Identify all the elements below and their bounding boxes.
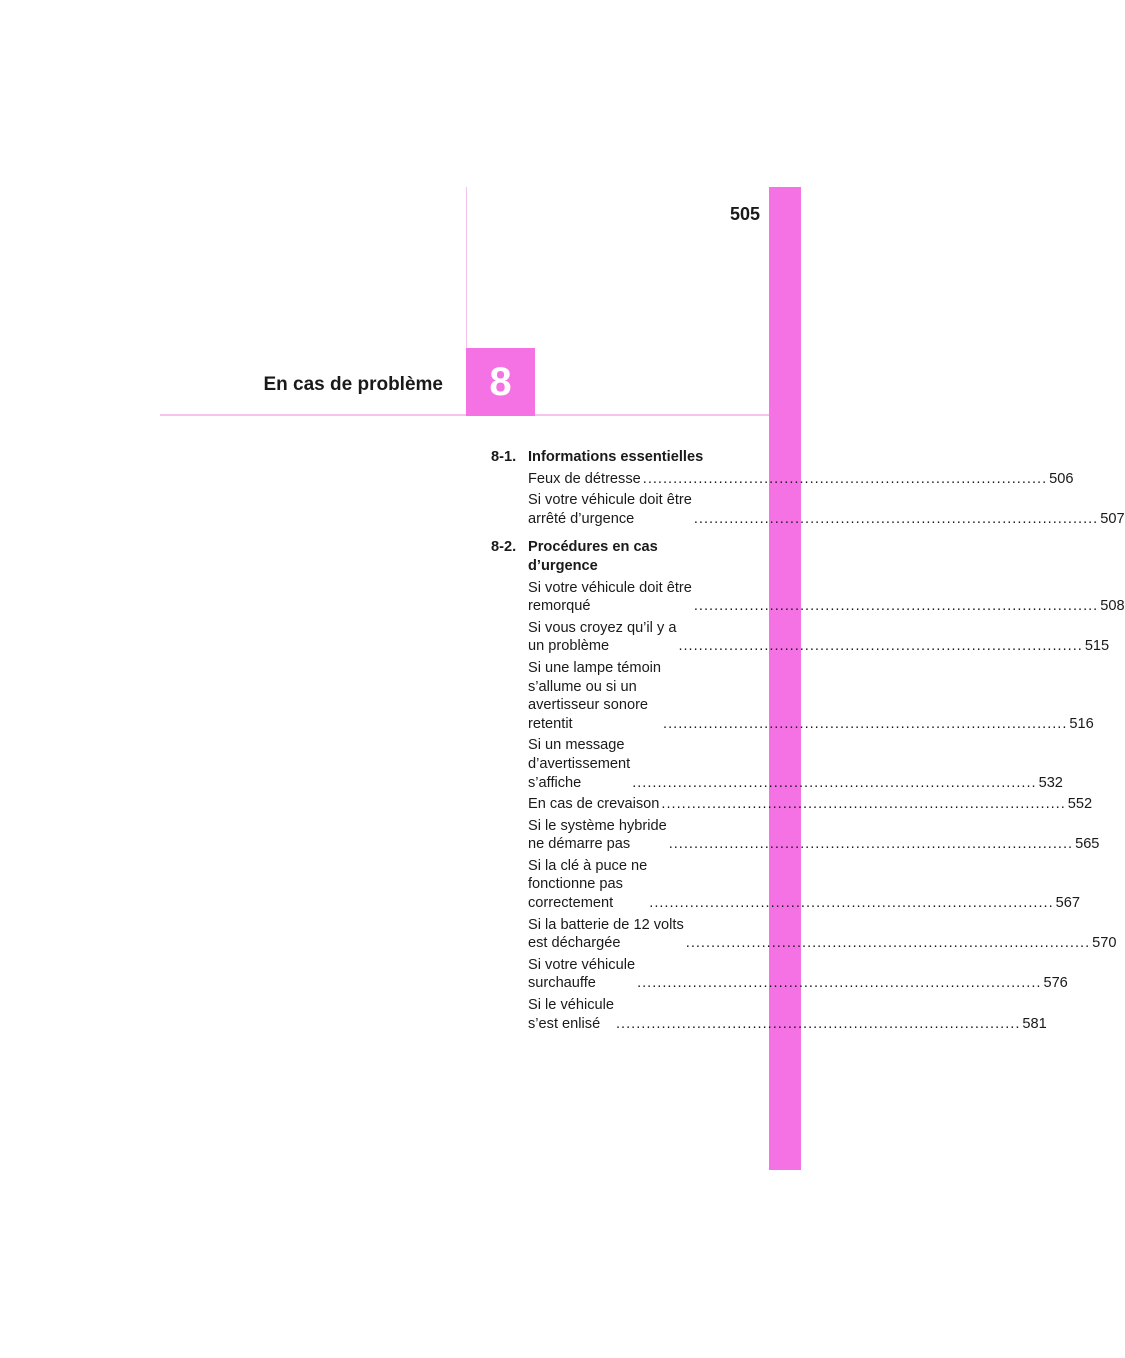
- toc-entry-line: En cas de crevaison: [528, 796, 660, 813]
- toc-entry-line: retentit: [528, 715, 573, 732]
- toc-entry-text: [528, 956, 635, 993]
- toc-entry-text: [528, 579, 692, 616]
- toc-dot-leader: ................................................................................: [668, 836, 1074, 853]
- toc-entry-page: 532: [1038, 774, 1063, 791]
- toc-entry-line: Si vous croyez qu’il y a: [528, 619, 677, 636]
- toc-entry-line: d’avertissement: [528, 755, 631, 772]
- toc-section-title: [528, 538, 739, 575]
- toc-entry[interactable]: [528, 619, 1110, 656]
- toc-entry-line: ne démarre pas: [528, 836, 631, 853]
- toc-entry-line: est déchargée: [528, 935, 621, 952]
- toc-entry-line: Si votre véhicule doit être: [528, 492, 692, 509]
- toc-entry-line: Si votre véhicule: [528, 956, 636, 973]
- table-of-contents: [491, 448, 1125, 1033]
- toc-entry-text: [528, 996, 614, 1033]
- toc-entry-text: [528, 795, 659, 814]
- toc-section-heading: [491, 448, 739, 467]
- toc-entry-page: 507: [1100, 510, 1125, 527]
- toc-entry[interactable]: [528, 817, 1100, 854]
- toc-section-title-line: Procédures en cas: [528, 539, 658, 556]
- toc-entry[interactable]: [528, 996, 1047, 1033]
- toc-entry-text: [528, 470, 641, 489]
- toc-entry-text: [528, 916, 684, 953]
- toc-dot-leader: ................................................................................: [632, 774, 1037, 791]
- toc-dot-leader: ................................................................................: [661, 796, 1066, 813]
- toc-entry-line: s’allume ou si un: [528, 678, 637, 695]
- toc-entry-line: arrêté d’urgence: [528, 510, 635, 527]
- toc-entry[interactable]: [528, 956, 1068, 993]
- toc-entry-page: 516: [1069, 715, 1094, 732]
- toc-entry-line: correctement: [528, 895, 614, 912]
- toc-entry-text: [528, 736, 630, 792]
- toc-entry[interactable]: [528, 857, 1080, 913]
- toc-entry-text: [528, 817, 667, 854]
- toc-entry-page: 570: [1092, 935, 1117, 952]
- toc-dot-leader: ................................................................................: [693, 598, 1099, 615]
- toc-entry-page: 552: [1067, 796, 1093, 813]
- chapter-number-box: 8: [466, 348, 535, 416]
- horizontal-rule: [160, 414, 769, 416]
- vertical-rule: [466, 187, 467, 348]
- toc-entry-page: 567: [1055, 895, 1080, 912]
- toc-entry-line: fonctionne pas: [528, 876, 623, 893]
- toc-dot-leader: ................................................................................: [678, 638, 1083, 655]
- chapter-title: En cas de problème: [263, 374, 443, 395]
- toc-dot-leader: ................................................................................: [616, 1015, 1021, 1032]
- toc-entry-text: [528, 491, 692, 528]
- toc-entry[interactable]: [528, 916, 1117, 953]
- toc-entry-line: Si la batterie de 12 volts: [528, 916, 684, 933]
- toc-entry-line: remorqué: [528, 598, 591, 615]
- toc-entry-page: 515: [1084, 638, 1110, 655]
- toc-entry-line: Si le système hybride: [528, 817, 667, 834]
- toc-section-title-line: Informations essentielles: [528, 449, 704, 465]
- toc-section-number: 8-2.: [491, 539, 517, 556]
- toc-entry[interactable]: [528, 579, 1125, 616]
- toc-section-title: [528, 448, 739, 467]
- toc-entry-line: surchauffe: [528, 975, 596, 992]
- toc-dot-leader: ................................................................................: [642, 470, 1048, 487]
- toc-dot-leader: ................................................................................: [693, 510, 1099, 527]
- toc-entry-line: Si le véhicule: [528, 997, 614, 1014]
- toc-entry-line: s’affiche: [528, 774, 582, 791]
- toc-entry-page: 581: [1022, 1015, 1047, 1032]
- toc-section-number: 8-1.: [491, 449, 517, 465]
- page-number: 505: [729, 204, 760, 224]
- toc-entry-text: [528, 659, 661, 733]
- toc-section-heading: [491, 538, 739, 575]
- toc-entry-line: Si une lampe témoin: [528, 659, 662, 676]
- toc-entry-line: Si la clé à puce ne: [528, 857, 648, 874]
- toc-entry[interactable]: [528, 795, 1093, 814]
- toc-entry-page: 565: [1075, 836, 1100, 853]
- toc-entry[interactable]: [528, 736, 1063, 792]
- toc-section-title-line: d’urgence: [528, 557, 598, 574]
- toc-dot-leader: ................................................................................: [685, 935, 1091, 952]
- toc-entry-page: 508: [1100, 598, 1125, 615]
- toc-entry-text: [528, 857, 647, 913]
- toc-entry-line: Si votre véhicule doit être: [528, 579, 692, 596]
- toc-entry-text: [528, 619, 676, 656]
- toc-entry-line: Feux de détresse: [528, 470, 641, 487]
- toc-entry-page: 506: [1049, 470, 1074, 487]
- toc-entry[interactable]: [528, 491, 1125, 528]
- toc-entry-line: Si un message: [528, 737, 625, 754]
- toc-entry-line: avertisseur sonore: [528, 697, 649, 714]
- toc-dot-leader: ................................................................................: [649, 895, 1054, 912]
- toc-entry-page: 576: [1043, 975, 1068, 992]
- toc-entry-line: un problème: [528, 638, 610, 655]
- toc-entry[interactable]: [528, 659, 1094, 733]
- toc-entry-line: s’est enlisé: [528, 1015, 601, 1032]
- toc-entry[interactable]: [528, 470, 1074, 489]
- toc-dot-leader: ................................................................................: [637, 975, 1042, 992]
- toc-dot-leader: ................................................................................: [663, 715, 1068, 732]
